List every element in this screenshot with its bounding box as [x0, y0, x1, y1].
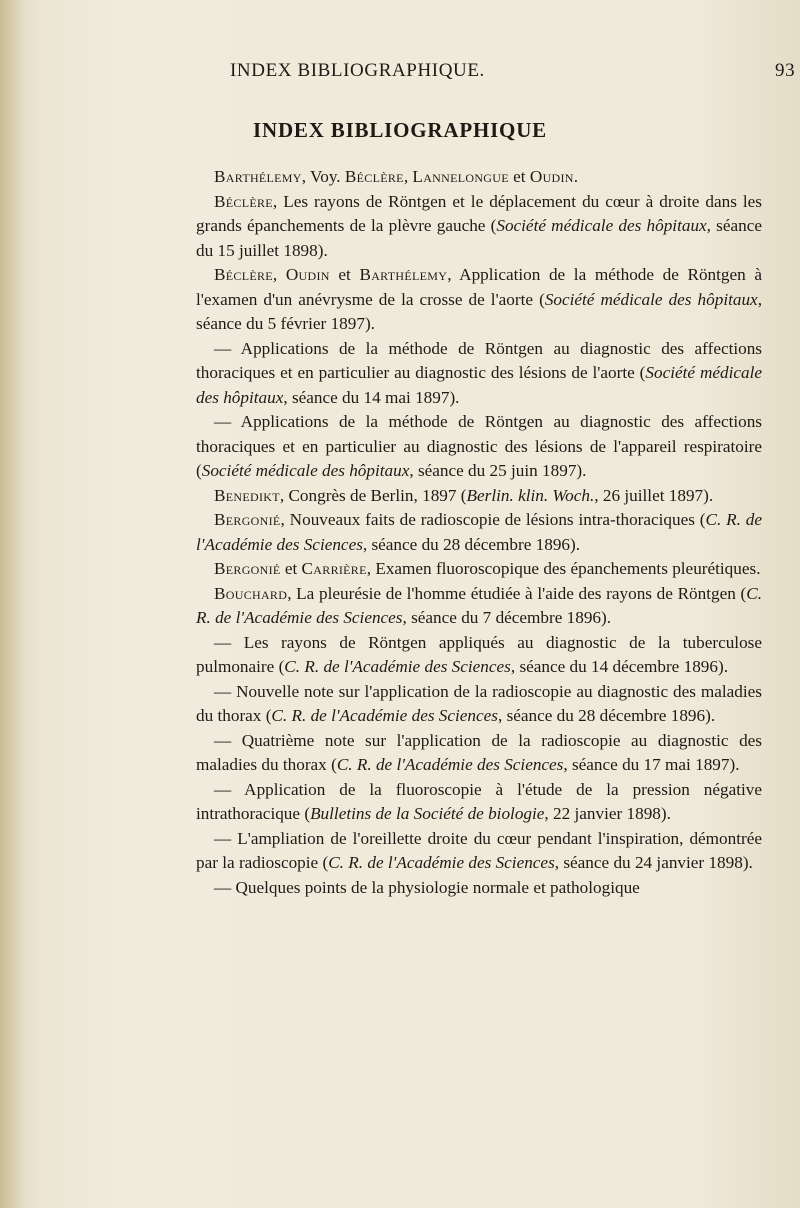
page-title: INDEX BIBLIOGRAPHIQUE: [253, 118, 547, 142]
source-title: Société médicale des hôpitaux: [196, 363, 762, 407]
bibliography-entry: [196, 778, 762, 827]
bibliography-list: [196, 165, 762, 900]
source-title: Société médicale des hôpitaux: [496, 216, 707, 235]
author-name: Carrière: [301, 559, 367, 578]
author-name: Oudin: [529, 167, 574, 186]
entry-text: .: [573, 167, 579, 186]
entry-text: , séance du 28 décembre 1896).: [497, 706, 716, 725]
entry-text: — Nouvelle note sur l'application de la radioscopie au diagnostic des maladies du thorax (: [196, 681, 762, 725]
bibliography-entry: [196, 631, 762, 680]
entry-text: , séance du 25 juin 1897).: [409, 461, 587, 480]
entry-text: — Quatrième note sur l'application de la radioscopie au diagnostic des maladies du thorax (: [196, 730, 762, 774]
source-title: C. R. de l'Académie des Sciences: [196, 583, 762, 627]
author-name: Bergonié: [214, 510, 281, 529]
bibliography-entry: [196, 827, 762, 876]
source-title: Berlin. klin. Woch.: [466, 485, 595, 505]
entry-text: — Quelques points de la physiologie normale et pathologique: [214, 877, 640, 897]
entry-text: , séance du 7 décembre 1896).: [402, 608, 612, 627]
entry-text: et: [280, 559, 302, 578]
source-title: C. R. de l'Académie des Sciences: [196, 510, 762, 554]
source-title: C. R. de l'Académie des Sciences: [328, 853, 555, 872]
source-title: C. R. de l'Académie des Sciences: [284, 657, 511, 676]
entry-text: , séance du 24 janvier 1898).: [554, 853, 753, 872]
bibliography-entry: [196, 337, 762, 411]
author-name: Barthélemy: [214, 167, 302, 186]
bibliography-entry: [196, 190, 762, 264]
entry-text: , Nouveaux faits de radioscopie de lésions intra-thoraciques (: [280, 510, 706, 529]
running-title: INDEX BIBLIOGRAPHIQUE.: [230, 60, 485, 81]
entry-text: , Congrès de Berlin, 1897 (: [279, 485, 467, 505]
author-name: Lannelongue: [412, 167, 509, 186]
author-name: Béclère: [344, 167, 404, 186]
entry-text: , séance du 15 juillet 1898).: [196, 216, 762, 260]
bibliography-entry: [196, 410, 762, 484]
bibliography-entry: [196, 729, 762, 778]
entry-text: — Applications de la méthode de Röntgen au diagnostic des affections thoraciques et en particulier au diagnostic des lésions de l'aorte (: [196, 338, 762, 382]
entry-text: , Voy.: [301, 167, 345, 186]
entry-text: — L'ampliation de l'oreillette droite du cœur pendant l'inspiration, démontrée par la radioscopie (: [196, 828, 762, 872]
author-name: Bergonié: [214, 559, 281, 578]
entry-text: et: [508, 167, 530, 186]
bibliography-entry: [196, 165, 762, 190]
author-name: Oudin: [285, 265, 330, 284]
entry-text: , Application de la méthode de Röntgen à l'examen d'un anévrysme de la crosse de l'aorte (: [196, 265, 763, 309]
bibliography-entry: [196, 680, 762, 729]
entry-text: — Applications de la méthode de Röntgen au diagnostic des affections thoraciques et en particulier au diagnostic des lésions de l'appareil respiratoire (: [196, 412, 762, 480]
source-title: Bulletins de la Société de biologie: [310, 804, 545, 823]
entry-text: , 22 janvier 1898).: [544, 804, 671, 823]
entry-text: , Examen fluoroscopique des épanchements pleurétiques.: [366, 559, 761, 578]
entry-text: — Application de la fluoroscopie à l'étude de la pression négative intrathoracique (: [196, 779, 762, 823]
bibliography-entry: [196, 557, 762, 582]
author-name: Béclère: [214, 191, 273, 211]
bibliography-entry: [196, 263, 762, 337]
page-edge-shadow: [0, 0, 22, 1208]
entry-text: , séance du 5 février 1897).: [196, 289, 762, 333]
bibliography-entry: [196, 484, 762, 509]
entry-text: , Les rayons de Röntgen et le déplacement du cœur à droite dans les grands épanchements de la plèvre gauche (: [196, 191, 762, 235]
bibliography-entry: [196, 508, 762, 557]
author-name: Bouchard: [214, 583, 288, 603]
entry-text: , 26 juillet 1897).: [594, 485, 714, 505]
source-title: Société médicale des hôpitaux: [201, 461, 410, 480]
entry-text: , La pleurésie de l'homme étudiée à l'aide des rayons de Röntgen (: [287, 583, 747, 603]
entry-text: ,: [272, 265, 286, 284]
entry-text: , séance du 14 mai 1897).: [283, 387, 460, 407]
source-title: C. R. de l'Académie des Sciences: [336, 755, 564, 774]
entry-text: , séance du 28 décembre 1896).: [362, 534, 581, 554]
page-number: 93: [775, 60, 796, 81]
entry-text: , séance du 17 mai 1897).: [563, 755, 740, 774]
bibliography-entry: [196, 876, 762, 901]
entry-text: , séance du 14 décembre 1896).: [510, 657, 729, 676]
entry-text: — Les rayons de Röntgen appliqués au diagnostic de la tuberculose pulmonaire (: [196, 632, 762, 676]
source-title: C. R. de l'Académie des Sciences: [271, 706, 498, 725]
author-name: Benedikt: [214, 485, 280, 505]
source-title: Société médicale des hôpitaux: [544, 289, 758, 309]
author-name: Béclère: [214, 265, 273, 284]
author-name: Barthélemy: [359, 265, 448, 284]
bibliography-entry: [196, 582, 762, 631]
entry-text: et: [329, 265, 360, 284]
entry-text: ,: [403, 167, 413, 186]
